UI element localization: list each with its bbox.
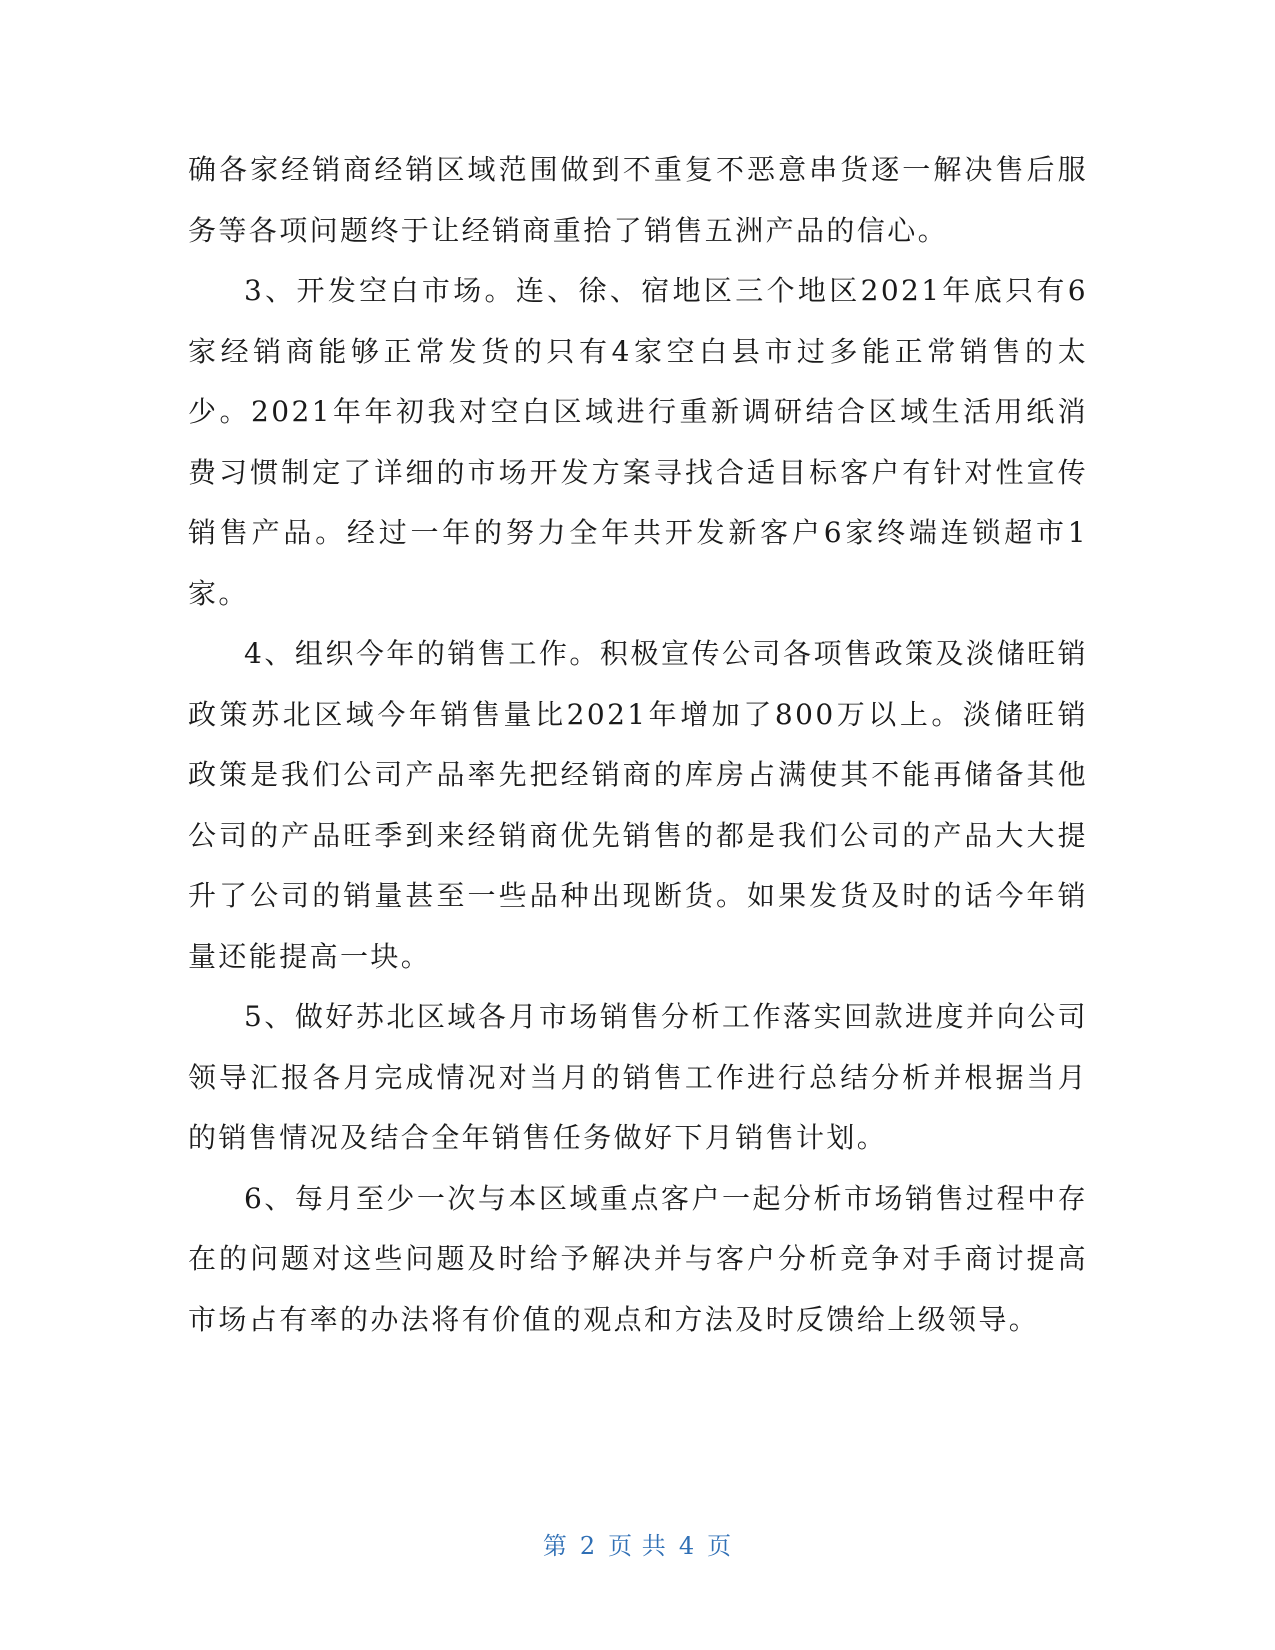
footer-prefix: 第 [542, 1532, 568, 1560]
paragraph-item-4: 4、组织今年的销售工作。积极宣传公司各项售政策及淡储旺销政策苏北区域今年销售量比2021年增加了800万以上。淡储旺销政策是我们公司产品率先把经销商的库房占满使其不能再储备其他公司的产品旺季到来经销商优先销售的都是我们公司的产品大大提升了公司的销量甚至一些品种出现断货。如果发货及时的话今年销量还能提高一块。 [188, 637, 1088, 973]
footer-suffix: 页 [707, 1532, 733, 1560]
paragraph-item-5: 5、做好苏北区域各月市场销售分析工作落实回款进度并向公司领导汇报各月完成情况对当月的销售工作进行总结分析并根据当月的销售情况及结合全年销售任务做好下月销售计划。 [188, 1000, 1088, 1154]
footer-total-pages: 4 [678, 1532, 696, 1560]
paragraph-continuation: 确各家经销商经销区域范围做到不重复不恶意串货逐一解决售后服务等各项问题终于让经销商重拾了销售五洲产品的信心。 [188, 153, 1088, 247]
footer-middle: 页 共 [608, 1532, 667, 1560]
footer-current-page: 2 [579, 1532, 597, 1560]
paragraph-item-3: 3、开发空白市场。连、徐、宿地区三个地区2021年底只有6家经销商能够正常发货的只有4家空白县市过多能正常销售的太少。2021年年初我对空白区域进行重新调研结合区域生活用纸消费习惯制定了详细的市场开发方案寻找合适目标客户有针对性宣传销售产品。经过一年的努力全年共开发新客户6家终端连锁超市1家。 [188, 274, 1088, 610]
document-body [188, 140, 1088, 1350]
page-number-footer [0, 1526, 1275, 1561]
paragraph-item-6: 6、每月至少一次与本区域重点客户一起分析市场销售过程中存在的问题对这些问题及时给予解决并与客户分析竞争对手商讨提高市场占有率的办法将有价值的观点和方法及时反馈给上级领导。 [188, 1181, 1088, 1336]
